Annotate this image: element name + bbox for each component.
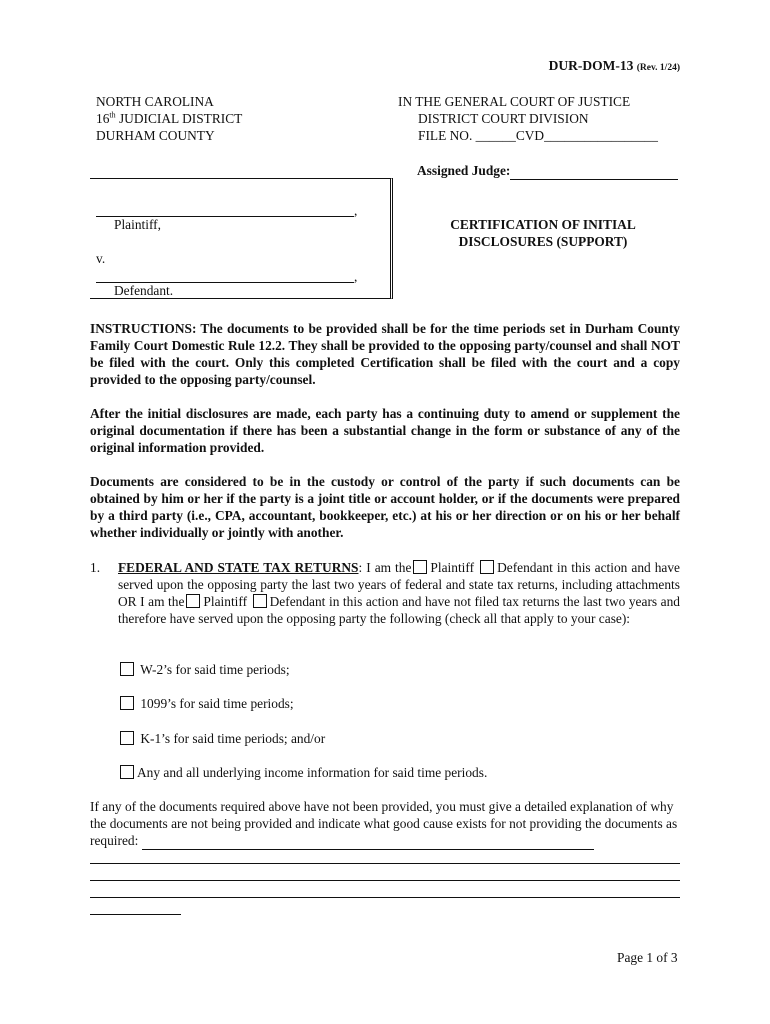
title-line-2: DISCLOSURES (SUPPORT) (458, 234, 628, 249)
assigned-judge (417, 163, 678, 180)
page-number: Page 1 of 3 (617, 950, 678, 965)
underlying-income-checkbox[interactable] (120, 765, 134, 779)
defendant-checkbox-2[interactable] (253, 594, 267, 608)
option-w2: W-2’s for said time periods; (118, 661, 290, 678)
section-heading: FEDERAL AND STATE TAX RETURNS (118, 560, 359, 575)
form-number (549, 58, 680, 74)
option-1099: 1099’s for said time periods; (118, 695, 294, 712)
w2-checkbox[interactable] (120, 662, 134, 676)
instructions-paragraph: INSTRUCTIONS: The documents to be provided shall be for the time periods set in Durham County Family Court Domestic Rule 12.2. They shall be provided to the opposing party/counsel and shall NOT be filed with the court. Only this completed Certification shall be filed with the court and a copy provided to the opposing party/counsel. (90, 321, 680, 387)
explanation-field-line-5[interactable] (90, 914, 181, 915)
state-name: NORTH CAROLINA (96, 94, 214, 109)
plaintiff-label: Plaintiff, (114, 217, 161, 232)
explanation-field-line-2[interactable] (90, 863, 680, 864)
state-district-county (96, 93, 242, 144)
custody-control-paragraph: Documents are considered to be in the custody or control of the party if such documents can be obtained by him or her if the party is a joint title or account holder, or if the documents were prepared by a third party (i.e., CPA, accountant, bookkeeper, etc.) at his or her direction or on his or her behalf whether individually or jointly with another. (90, 474, 680, 540)
section-number: 1. (90, 560, 101, 575)
section-tax-returns (90, 559, 680, 627)
versus-label: v. (96, 251, 106, 266)
case-caption-box: , Plaintiff, v. , Defendant. (90, 178, 393, 299)
title-line-1: CERTIFICATION OF INITIAL (450, 217, 636, 232)
continuing-duty-paragraph: After the initial disclosures are made, each party has a continuing duty to amend or supplement the original documentation if there has been a substantial change in the form or substance of any of the original information provided. (90, 406, 680, 455)
section-body: FEDERAL AND STATE TAX RETURNS: I am the Plaintiff Defendant in this action and have served upon the opposing party the last two years of federal and state tax returns, including attachments OR I am the Plaintiff Defendant in this action and have not filed tax returns the last two years and therefore have served upon the opposing party the following (check all that apply to your case): (118, 560, 680, 626)
document-title (398, 216, 688, 250)
court-line-1: IN THE GENERAL COURT OF JUSTICE (398, 94, 631, 109)
k1-checkbox[interactable] (120, 731, 134, 745)
assigned-judge-field[interactable] (510, 163, 678, 180)
plaintiff-checkbox-2[interactable] (186, 594, 200, 608)
explanation-paragraph: If any of the documents required above have not been provided, you must give a detailed explanation of why the documents are not being provided and indicate what good cause exists for not providing the documents as required: (90, 799, 678, 848)
assigned-judge-label: Assigned Judge: (417, 163, 511, 178)
county-name: DURHAM COUNTY (96, 128, 215, 143)
court-info (398, 93, 658, 144)
option-k1: K-1’s for said time periods; and/or (118, 730, 325, 747)
defendant-label: Defendant. (114, 283, 174, 298)
form-revision: (Rev. 1/24) (636, 63, 680, 73)
option-underlying-income: Any and all underlying income information for said time periods. (118, 764, 487, 781)
plaintiff-checkbox-1[interactable] (413, 560, 427, 574)
file-number-field[interactable]: FILE NO. ______CVD_________________ (418, 128, 658, 143)
judicial-district: 16th JUDICIAL DISTRICT (96, 110, 243, 126)
form-number-code: DUR-DOM-13 (548, 58, 634, 73)
explanation-field-line-3[interactable] (90, 880, 680, 881)
explanation-field-line-1[interactable] (142, 832, 594, 850)
1099-checkbox[interactable] (120, 696, 134, 710)
defendant-checkbox-1[interactable] (480, 560, 494, 574)
court-line-2: DISTRICT COURT DIVISION (418, 111, 589, 126)
explanation-field-line-4[interactable] (90, 897, 680, 898)
